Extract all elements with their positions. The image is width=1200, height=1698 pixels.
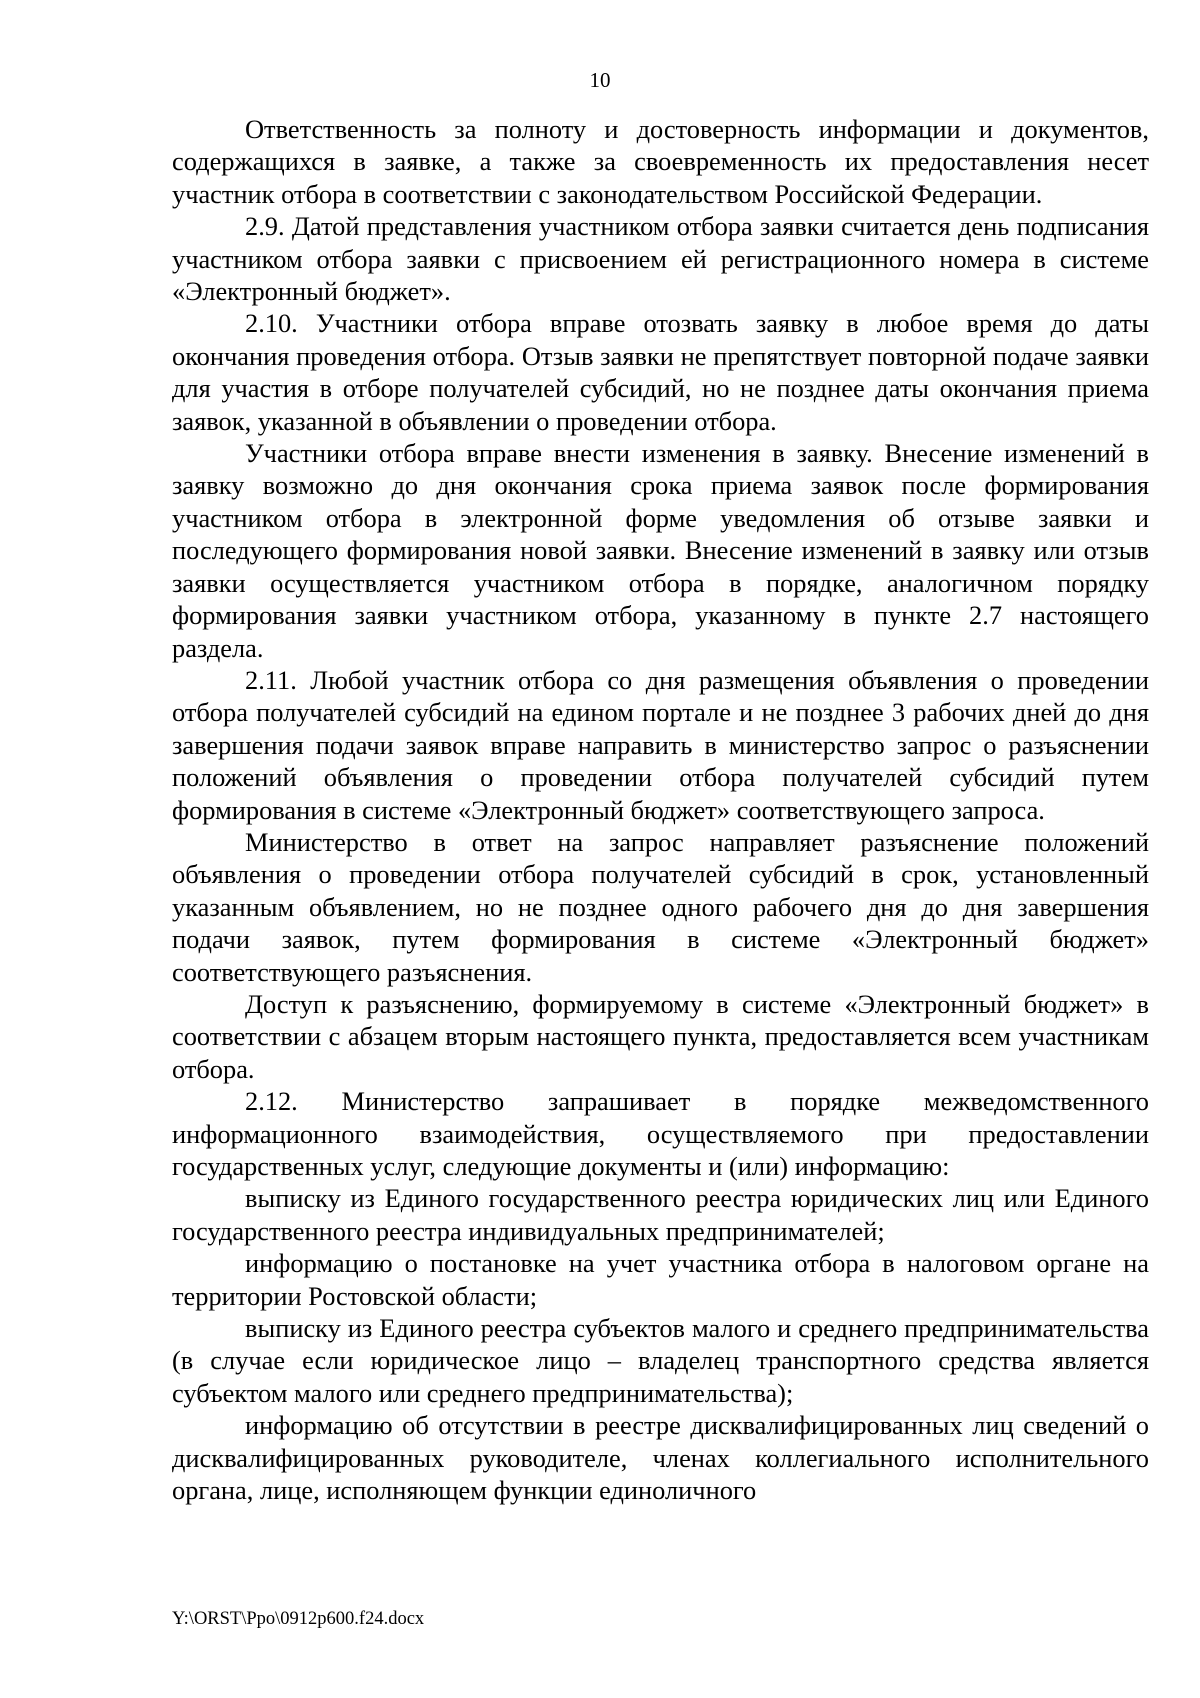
paragraph-disqualified: информацию об отсутствии в реестре дисквалифицированных лиц сведений о дисквалифицированных руководителе, членах коллегиального исполнительного органа, лице, исполняющем функции единоличного	[172, 1410, 1149, 1506]
paragraph-egrul: выписку из Единого государственного реестра юридических лиц или Единого государственного реестра индивидуальных предпринимателей;	[172, 1183, 1149, 1246]
paragraph-sme-registry: выписку из Единого реестра субъектов малого и среднего предпринимательства (в случае если юридическое лицо – владелец транспортного средства является субъектом малого или среднего предпринимательства);	[172, 1313, 1149, 1408]
paragraph-2-11: 2.11. Любой участник отбора со дня размещения объявления о проведении отбора получателей субсидий на едином портале и не позднее 3 рабочих дней до дня завершения подачи заявок вправе направить в министерство запрос о разъяснении положений объявления о проведении отбора получателей субсидий путем формирования в системе «Электронный бюджет» соответствующего запроса.	[172, 664, 1149, 825]
paragraph-changes: Участники отбора вправе внести изменения в заявку. Внесение изменений в заявку возможно до дня окончания срока приема заявок после формирования участником отбора в электронной форме уведомления об отзыве заявки и последующего формирования новой заявки. Внесение изменений в заявку или отзыв заявки осуществляется участником отбора в порядке, аналогичном порядку формирования заявки участником отбора, указанному в пункте 2.7 настоящего раздела.	[172, 438, 1149, 663]
paragraph-access: Доступ к разъяснению, формируемому в системе «Электронный бюджет» в соответствии с абзацем вторым настоящего пункта, предоставляется всем участникам отбора.	[172, 988, 1149, 1084]
paragraph-2-9: 2.9. Датой представления участником отбора заявки считается день подписания участником отбора заявки с присвоением ей регистрационного номера в системе «Электронный бюджет».	[172, 211, 1149, 307]
paragraph-2-10: 2.10. Участники отбора вправе отозвать заявку в любое время до даты окончания проведения отбора. Отзыв заявки не препятствует повторной подаче заявки для участия в отборе получателей субсидий, но не позднее даты окончания приема заявок, указанной в объявлении о проведении отбора.	[172, 308, 1149, 436]
paragraph-ministry-answer: Министерство в ответ на запрос направляет разъяснение положений объявления о проведении отбора получателей субсидий в срок, установленный указанным объявлением, но не позднее одного рабочего дня до дня завершения подачи заявок, путем формирования в системе «Электронный бюджет» соответствующего разъяснения.	[172, 826, 1149, 987]
page-number: 10	[589, 68, 611, 92]
footer-file-path: Y:\ORST\Ppo\0912p600.f24.docx	[172, 1609, 425, 1629]
paragraph-2-12: 2.12. Министерство запрашивает в порядке межведомственного информационного взаимодействия, осуществляемого при предоставлении государственных услуг, следующие документы и (или) информацию:	[172, 1086, 1149, 1181]
paragraph-tax-registration: информацию о постановке на учет участника отбора в налоговом органе на территории Ростовской области;	[172, 1248, 1149, 1311]
paragraph-responsibility: Ответственность за полноту и достоверность информации и документов, содержащихся в заявке, а также за своевременность их предоставления несет участник отбора в соответствии с законодательством Российской Федерации.	[172, 114, 1149, 209]
document-body	[172, 113, 1149, 1506]
